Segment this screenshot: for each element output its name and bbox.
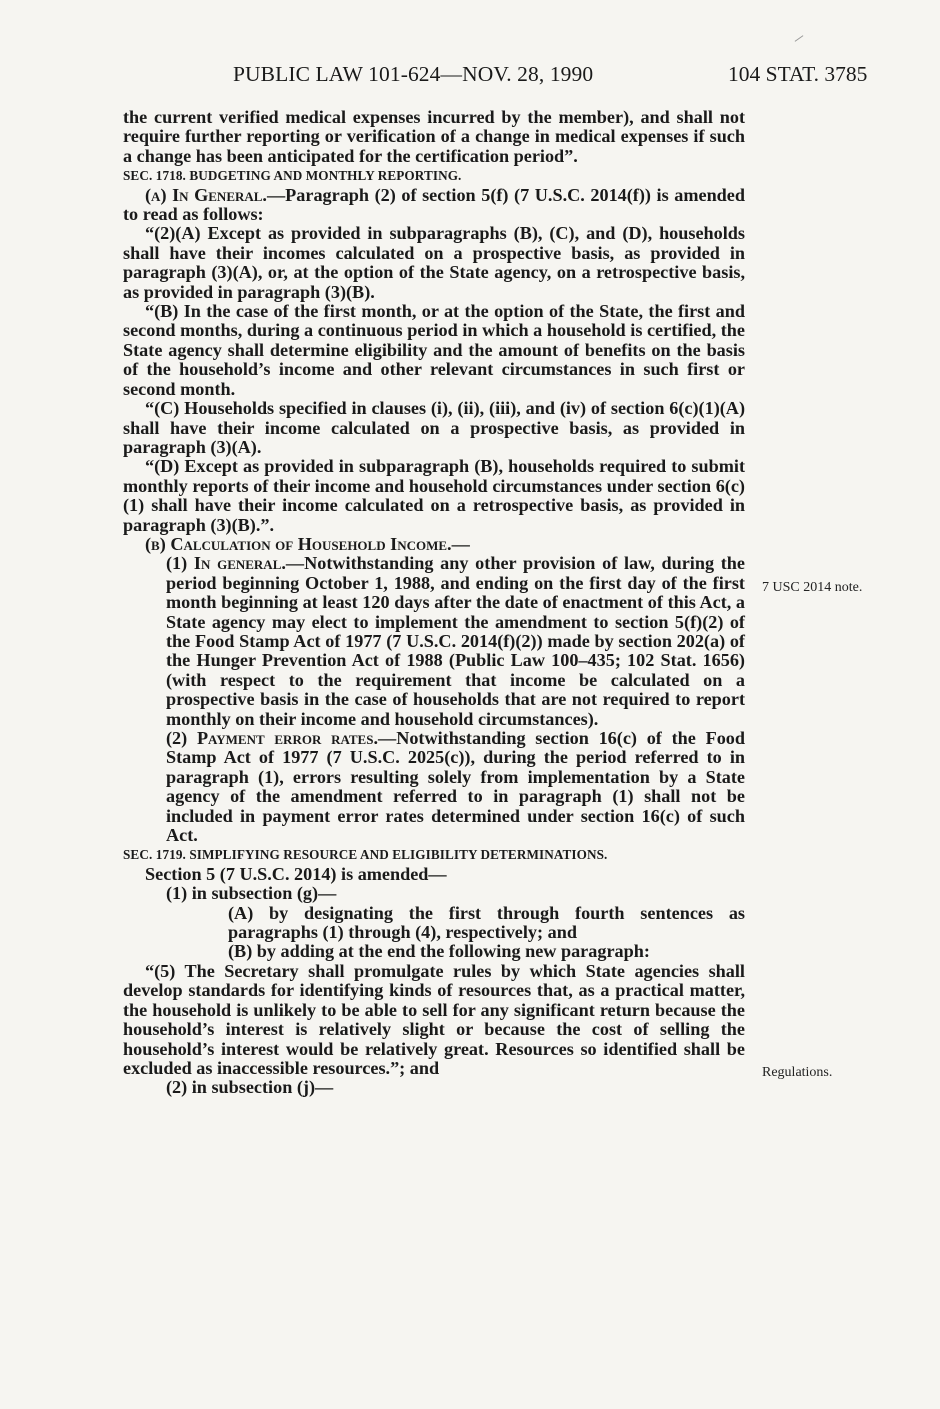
subsection-j-item: (2) in subsection (j)—: [166, 1077, 334, 1098]
subsection-a-label: (a) In General.: [145, 184, 267, 205]
paragraph-2c: “(C) Households specified in clauses (i), (ii), (iii), and (iv) of section 6(c)(1)(A) shall have their income calculated on a prospective basis, as provided in paragraph (3)(A).: [123, 398, 745, 457]
body-text: [123, 108, 745, 1098]
subsection-a-text: —Paragraph (2) of section 5(f) (7 U.S.C. 2014(f)) is amended to read as follows:: [123, 184, 745, 225]
paragraph-2b: “(B) In the case of the first month, or at the option of the State, the first and second months, during a continuous period in which a household is certified, the State agency shall determine eligibility and the amount of benefits on the basis of the household’s income and other relevant circumstances in such first or second month.: [123, 301, 745, 399]
section-5-intro: Section 5 (7 U.S.C. 2014) is amended—: [145, 863, 447, 884]
continued-paragraph: the current verified medical expenses incurred by the member), and shall not require further reporting or verification of a change in medical expenses if such a change has been anticipated for the certification period”.: [123, 107, 745, 166]
page-title: PUBLIC LAW 101-624—NOV. 28, 1990: [233, 62, 594, 86]
section-1718-heading: SEC. 1718. BUDGETING AND MONTHLY REPORTING.: [123, 168, 462, 184]
scan-mark: [795, 35, 804, 42]
margin-note-regulations: Regulations.: [762, 1065, 833, 1080]
subsection-a: [123, 186, 745, 225]
paragraph-2d: “(D) Except as provided in subparagraph (B), households required to submit monthly reports of their income and household circumstances under section 6(c)(1) shall have their income calculated on a retrospective basis, as provided in paragraph (3)(B).”.: [123, 456, 745, 535]
stat-page-number: 104 STAT. 3785: [728, 62, 868, 86]
paragraph-5: “(5) The Secretary shall promulgate rules by which State agencies shall develop standards for identifying kinds of resources that, as a practical matter, the household is unlikely to be able to sell for any significant return because the household’s interest is relatively slight or because the cost of selling the household’s interest would be relatively great. Resources so identified shall be excluded as inaccessible resources.”; and: [123, 960, 745, 1078]
paragraph-b1: [123, 554, 745, 729]
paragraph-2a: “(2)(A) Except as provided in subparagraphs (B), (C), and (D), households shall have their incomes calculated on a prospective basis, as provided in paragraph (3)(A), or, at the option of the State agency, on a retrospective basis, as provided in paragraph (3)(B).: [123, 223, 745, 302]
clause-b: (B) by adding at the end the following new paragraph:: [228, 941, 650, 962]
paragraph-b2-label: (2) Payment error rates.: [166, 728, 379, 748]
subsection-b: [123, 535, 745, 554]
clause-a: (A) by designating the first through fourth sentences as paragraphs (1) through (4), respectively; and: [228, 902, 745, 943]
paragraph-b1-text: —Notwithstanding any other provision of law, during the period beginning October 1, 1988, and ending on the first day of the first month beginning at least 120 days after the date of enactment of this Act, a State agency may elect to implement the amendment to section 5(f)(2) of the Food Stamp Act of 1977 (7 U.S.C. 2014(f)(2)) made by section 202(a) of the Hunger Prevention Act of 1988 (Public Law 100–435; 102 Stat. 1656) (with respect to the requirement that income be calculated on a prospective basis in the case of households that are not required to report monthly on their income and household circumstances).: [166, 553, 745, 729]
paragraph-b2: [123, 729, 745, 845]
paragraph-b2-text: —Notwithstanding section 16(c) of the Food Stamp Act of 1977 (7 U.S.C. 2025(c)), during the period referred to in paragraph (1), errors resulting solely from implementation by a State agency of the amendment referred to in paragraph (1) shall not be included in payment error rates determined under section 16(c) of such Act.: [166, 728, 745, 846]
subsection-b-label: (b) Calculation of Household Income.: [145, 533, 452, 554]
margin-note-usc: 7 USC 2014 note.: [762, 580, 863, 595]
paragraph-b1-label: (1) In general.: [166, 553, 286, 574]
subsection-b-dash: —: [451, 533, 470, 554]
section-1719-heading: SEC. 1719. SIMPLIFYING RESOURCE AND ELIGIBILITY DETERMINATIONS.: [123, 847, 608, 863]
subsection-g-item: (1) in subsection (g)—: [166, 883, 337, 904]
running-head: [0, 62, 940, 92]
